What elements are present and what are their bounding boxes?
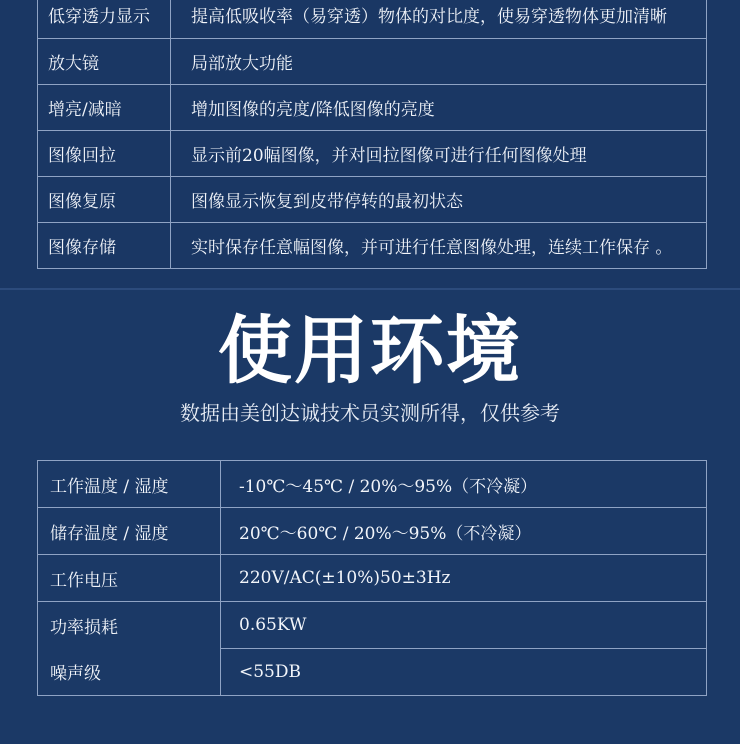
spec-name: 工作电压: [38, 555, 221, 602]
function-desc: 局部放大功能: [171, 39, 707, 85]
function-desc: 实时保存任意幅图像，并可进行任意图像处理，连续工作保存 。: [171, 223, 707, 269]
function-desc: 显示前20幅图像，并对回拉图像可进行任何图像处理: [171, 131, 707, 177]
function-name: 图像复原: [38, 177, 171, 223]
table-row: [38, 649, 707, 696]
spec-name: 工作温度 / 湿度: [38, 461, 221, 508]
table-row: [38, 39, 707, 85]
spec-name: 噪声级: [38, 649, 221, 696]
environment-table: [37, 460, 707, 696]
spec-name: 储存温度 / 湿度: [38, 508, 221, 555]
table-row: [38, 602, 707, 649]
spec-name: 功率损耗: [38, 602, 221, 649]
function-desc: 提高低吸收率（易穿透）物体的对比度，使易穿透物体更加清晰: [171, 0, 707, 39]
spec-value: 220V/AC(±10%)50±3Hz: [221, 555, 707, 602]
spec-value: 0.65KW: [221, 602, 707, 649]
function-name: 低穿透力显示: [38, 0, 171, 39]
table-row: [38, 0, 707, 39]
table-row: [38, 461, 707, 508]
function-name: 图像回拉: [38, 131, 171, 177]
spec-value: -10℃～45℃ / 20%～95%（不冷凝）: [221, 461, 707, 508]
section-divider: [0, 288, 740, 290]
table-row: [38, 131, 707, 177]
spec-value: <55DB: [221, 649, 707, 696]
spec-value: 20℃～60℃ / 20%～95%（不冷凝）: [221, 508, 707, 555]
table-row: [38, 177, 707, 223]
table-row: [38, 555, 707, 602]
function-desc: 图像显示恢复到皮带停转的最初状态: [171, 177, 707, 223]
section-subtitle: 数据由美创达诚技术员实测所得，仅供参考: [180, 401, 560, 425]
table-row: [38, 508, 707, 555]
function-name: 放大镜: [38, 39, 171, 85]
table-row: [38, 85, 707, 131]
function-name: 图像存储: [38, 223, 171, 269]
function-name: 增亮/减暗: [38, 85, 171, 131]
function-desc: 增加图像的亮度/降低图像的亮度: [171, 85, 707, 131]
table-row: [38, 223, 707, 269]
function-table: [37, 0, 707, 269]
section-title: 使用环境: [218, 308, 522, 394]
function-panel: [0, 0, 740, 288]
